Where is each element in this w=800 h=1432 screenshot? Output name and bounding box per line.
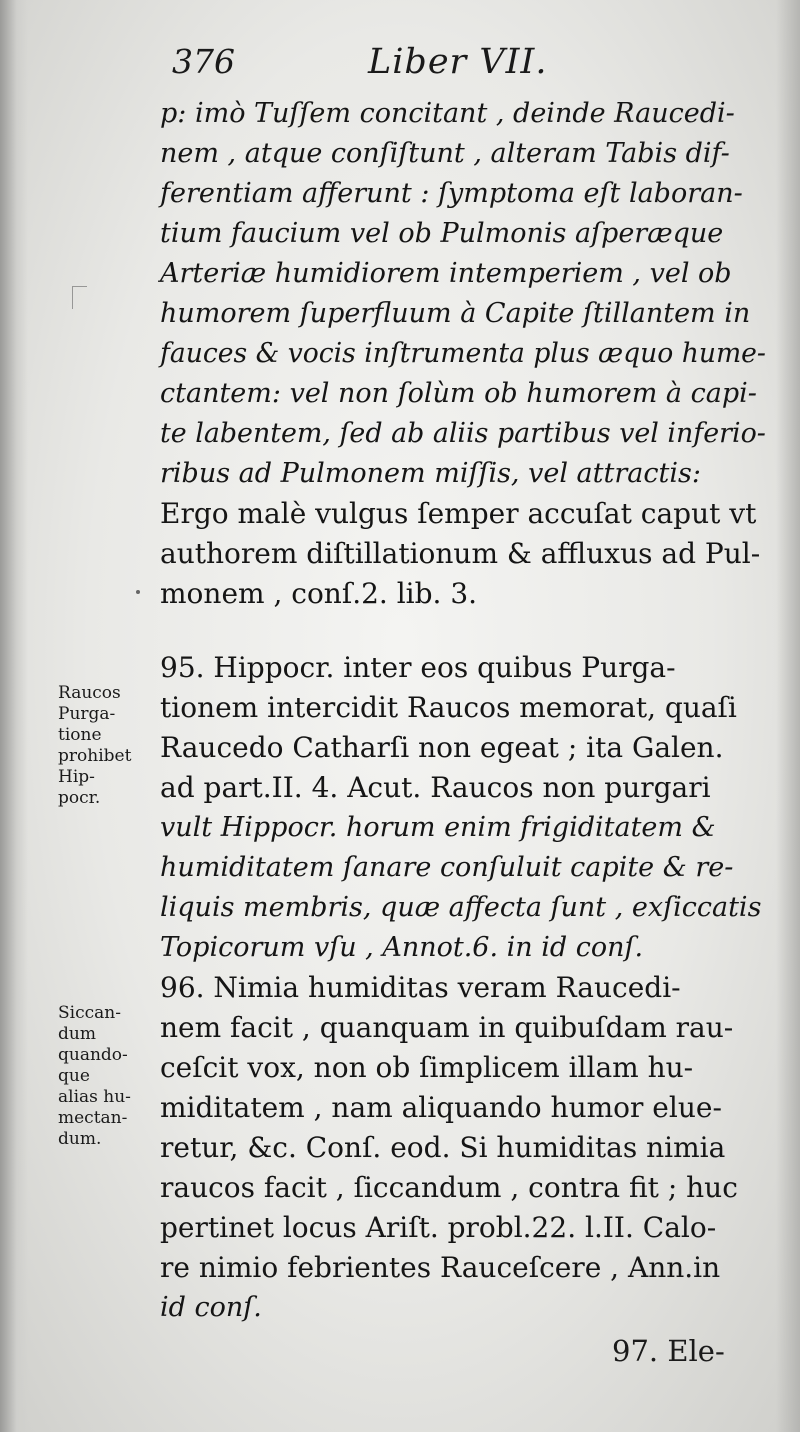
paragraph-96-text-line: 96. Nimia humiditas veram Raucedi-: [160, 971, 681, 1004]
margin-note-line: tione: [58, 725, 102, 745]
paragraph-96: [160, 968, 772, 1328]
margin-note-line: quando-: [58, 1045, 128, 1065]
paragraph-96-text-line: raucos facit , ſiccandum , contra fit ; huc: [160, 1171, 738, 1204]
paragraph-95-text-line: 95. Hippocr. inter eos quibus Purga-: [160, 651, 676, 684]
margin-note-line: pocr.: [58, 788, 101, 808]
margin-note-line: mectan-: [58, 1108, 128, 1128]
continuation-text-line: tium faucium vel ob Pulmonis aſperæque: [160, 218, 724, 249]
margin-note-line: que: [58, 1066, 90, 1086]
paragraph-continuation: [160, 94, 772, 614]
page-gutter-shadow: [0, 0, 28, 1432]
margin-note-line: Purga-: [58, 704, 116, 724]
paragraph-96-text-line: ceſcit vox, non ob ſimplicem illam hu-: [160, 1051, 694, 1084]
paragraph-95-text-line: liquis membris, quæ affecta ſunt , exſiccatis: [160, 892, 762, 923]
continuation-text-line: ctantem: vel non ſolùm ob humorem à capi-: [160, 378, 757, 409]
continuation-text-line: ribus ad Pulmonem miſſis, vel attractis:: [160, 458, 701, 489]
continuation-text-line: ferentiam afferunt : ſymptoma eſt laboran-: [160, 178, 743, 209]
paragraph-96-text-line: miditatem , nam aliquando humor elue-: [160, 1091, 722, 1124]
paragraph-95-text-line: Topicorum vſu , Annot.6. in id conſ.: [160, 932, 644, 963]
continuation-text-line: fauces & vocis inſtrumenta plus æquo hume-: [160, 338, 766, 369]
margin-note-line: Siccan-: [58, 1003, 121, 1023]
continuation-text-line: p: imò Tuſſem concitant , deinde Raucedi-: [160, 98, 735, 129]
paragraph-95: [160, 648, 772, 968]
continuation-text-line: te labentem, ſed ab aliis partibus vel inferio-: [160, 418, 766, 449]
continuation-text-line: Arteriæ humidiorem intemperiem , vel ob: [160, 258, 732, 289]
continuation-text-line: humorem ſuperfluum à Capite ſtillantem in: [160, 298, 751, 329]
paragraph-95-text-line: Raucedo Catharſi non egeat ; ita Galen.: [160, 731, 724, 764]
margin-dot-mark: [136, 590, 140, 594]
page-header: [172, 42, 612, 92]
page-edge-shadow: [776, 0, 800, 1432]
paragraph-95-text-line: tionem intercidit Raucos memorat, quaſi: [160, 691, 737, 724]
margin-note-line: prohibet: [58, 746, 132, 766]
paragraph-95-text-line: vult Hippocr. horum enim frigiditatem &: [160, 812, 716, 843]
margin-note-line: alias hu-: [58, 1087, 131, 1107]
paragraph-96-text-line: id conſ.: [160, 1292, 262, 1323]
paragraph-96-text-line: retur, &c. Conſ. eod. Si humiditas nimia: [160, 1131, 726, 1164]
continuation-text-line: monem , conſ.2. lib. 3.: [160, 577, 478, 610]
margin-bracket-mark: [72, 286, 87, 309]
continuation-text-line: nem , atque conſiſtunt , alteram Tabis dif-: [160, 138, 730, 169]
margin-note-line: Raucos: [58, 683, 121, 703]
paragraph-95-text-line: ad part.II. 4. Acut. Raucos non purgari: [160, 771, 711, 804]
running-title: Liber VII.: [368, 42, 548, 82]
margin-note-raucos: [58, 683, 131, 809]
paragraph-96-text-line: nem facit , quanquam in quibuſdam rau-: [160, 1011, 734, 1044]
margin-note-siccandum: [58, 1003, 131, 1150]
page-number: 376: [172, 42, 235, 81]
margin-note-line: Hip-: [58, 767, 95, 787]
continuation-text-line: Ergo malè vulgus ſemper accuſat caput vt: [160, 497, 757, 530]
paragraph-95-text-line: humiditatem ſanare conſuluit capite & re-: [160, 852, 734, 883]
paragraph-96-text-line: pertinet locus Ariſt. probl.22. l.II. Calo-: [160, 1211, 717, 1244]
margin-note-line: dum: [58, 1024, 96, 1044]
catchword: 97. Ele-: [612, 1334, 725, 1368]
continuation-text-line: authorem diſtillationum & affluxus ad Pul-: [160, 537, 761, 570]
margin-note-line: dum.: [58, 1129, 102, 1149]
paragraph-96-text-line: re nimio febrientes Rauceſcere , Ann.in: [160, 1251, 721, 1284]
